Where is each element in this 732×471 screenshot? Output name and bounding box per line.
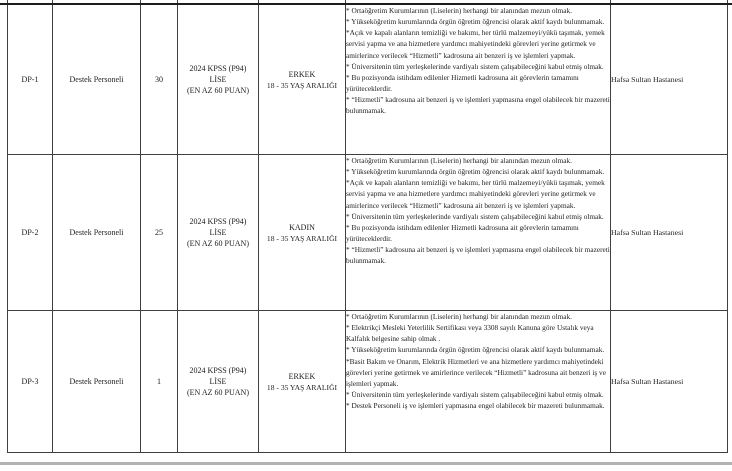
- count-cell: 25: [141, 155, 178, 311]
- requirement-item: *Açık ve kapalı alanların temizliği ve bakımı, her türlü malzemeyi/yükü taşımak, yemek servisi yapma ve ana hizmetlere yardımcı mahiyetindeki görevleri yerine getirmek ve amirlerince verilecek “Hizmetli” kadrosuna ait benzeri iş ve işlemleri yapmak.: [346, 28, 605, 60]
- requirement-item: * Elektrikçi Mesleki Yeterlilik Sertifikası veya 3308 sayılı Kanuna göre Ustalık veya Kalfalık belgesine sahip olmak .: [346, 323, 594, 344]
- requirements-cell: [346, 155, 611, 311]
- requirement-item: * Ortaöğretim Kurumlarının (Liselerin) herhangi bir alanından mezun olmak.: [346, 312, 572, 321]
- exam-line: 2024 KPSS (P94): [189, 366, 247, 375]
- position-cell: Destek Personeli: [53, 5, 141, 155]
- exam-line: (EN AZ 60 PUAN): [187, 86, 249, 95]
- location-cell: Hafsa Sultan Hastanesi: [611, 155, 728, 311]
- exam-line: LİSE: [209, 228, 227, 237]
- requirement-item: * Üniversitenin tüm yerleşkelerinde vardiyalı sistem çalışabileceğini kabul etmiş olmak.: [346, 61, 604, 71]
- job-postings-table: [7, 0, 728, 453]
- exam-line: (EN AZ 60 PUAN): [187, 239, 249, 248]
- exam-line: 2024 KPSS (P94): [189, 64, 247, 73]
- gender-age-cell: [259, 155, 346, 311]
- requirement-item: * Yükseköğretim kurumlarında örgün öğretim öğrencisi olarak aktif kaydı bulunmamak.: [346, 167, 605, 177]
- exam-cell: [178, 5, 259, 155]
- exam-cell: [178, 311, 259, 453]
- code-cell: DP-2: [8, 155, 53, 311]
- requirements-cell: [346, 5, 611, 155]
- table-row: [8, 311, 728, 453]
- exam-line: LİSE: [209, 377, 227, 386]
- requirement-item: * Üniversitenin tüm yerleşkelerinde vardiyalı sistem çalışabileceğini kabul etmiş olmak.: [346, 211, 604, 221]
- location-cell: Hafsa Sultan Hastanesi: [611, 5, 728, 155]
- count-cell: 30: [141, 5, 178, 155]
- requirement-item: * Yükseköğretim kurumlarında örgün öğretim öğrencisi olarak aktif kaydı bulunmamak.: [346, 17, 605, 27]
- age-range-label: 18 - 35 YAŞ ARALIĞI: [266, 233, 338, 243]
- position-cell: Destek Personeli: [53, 311, 141, 453]
- requirement-item: * Bu pozisyonda istihdam edilenler Hizmetli kadrosuna ait görevlerin tamamını yürüteceklerdir.: [346, 72, 579, 94]
- requirement-item: * Ortaöğretim Kurumlarının (Liselerin) herhangi bir alanından mezun olmak.: [346, 156, 572, 165]
- requirement-item: * “Hizmetli” kadrosuna ait benzeri iş ve işlemleri yapmasına engel olabilecek bir mazereti bulunmamak.: [346, 245, 610, 266]
- gender-label: ERKEK: [288, 371, 316, 381]
- gender-age-cell: [259, 5, 346, 155]
- code-cell: DP-3: [8, 311, 53, 453]
- table-row: [8, 155, 728, 311]
- requirement-item: * “Hizmetli” kadrosuna ait benzeri iş ve işlemleri yapmasına engel olabilecek bir mazereti bulunmamak.: [346, 95, 610, 116]
- requirement-item: *Basit Bakım ve Onarım, Elektrik Hizmetleri ve ana hizmetlere yardımcı mahiyetindeki görevleri yerine getirmek ve amirlerince verilecek “Hizmetli” kadrosuna ait benzeri iş ve işlemleri yapmak.: [346, 356, 606, 388]
- position-cell: Destek Personeli: [53, 155, 141, 311]
- requirement-item: * Destek Personeli iş ve işlemleri yapmasına engel olabilecek bir mazereti bulunmamak.: [346, 401, 605, 411]
- code-cell: DP-1: [8, 5, 53, 155]
- exam-line: LİSE: [209, 75, 227, 84]
- exam-line: 2024 KPSS (P94): [189, 217, 247, 226]
- location-cell: Hafsa Sultan Hastanesi: [611, 311, 728, 453]
- gender-label: ERKEK: [288, 69, 316, 79]
- requirement-item: * Yükseköğretim kurumlarında örgün öğretim öğrencisi olarak aktif kaydı bulunmamak.: [346, 345, 605, 355]
- requirement-item: * Ortaöğretim Kurumlarının (Liselerin) herhangi bir alanından mezun olmak.: [346, 6, 572, 15]
- count-cell: 1: [141, 311, 178, 453]
- age-range-label: 18 - 35 YAŞ ARALIĞI: [266, 382, 338, 392]
- gender-label: KADIN: [289, 222, 315, 232]
- requirement-item: * Üniversitenin tüm yerleşkelerinde vardiyalı sistem çalışabileceğini kabul etmiş olmak.: [346, 390, 604, 400]
- requirement-item: * Bu pozisyonda istihdam edilenler Hizmetli kadrosuna ait görevlerin tamamını yürüteceklerdir.: [346, 222, 579, 244]
- requirements-cell: [346, 311, 611, 453]
- age-range-label: 18 - 35 YAŞ ARALIĞI: [266, 80, 338, 90]
- table-row: [8, 5, 728, 155]
- bottom-rule: [0, 462, 732, 465]
- requirement-item: *Açık ve kapalı alanların temizliği ve bakımı, her türlü malzemeyi/yükü taşımak, yemek servisi yapma ve ana hizmetlere yardımcı mahiyetindeki görevleri yerine getirmek ve amirlerince verilecek “Hizmetli” kadrosuna ait benzeri iş ve işlemleri yapmak.: [346, 178, 605, 210]
- exam-line: (EN AZ 60 PUAN): [187, 388, 249, 397]
- gender-age-cell: [259, 311, 346, 453]
- top-rule: [0, 3, 732, 5]
- exam-cell: [178, 155, 259, 311]
